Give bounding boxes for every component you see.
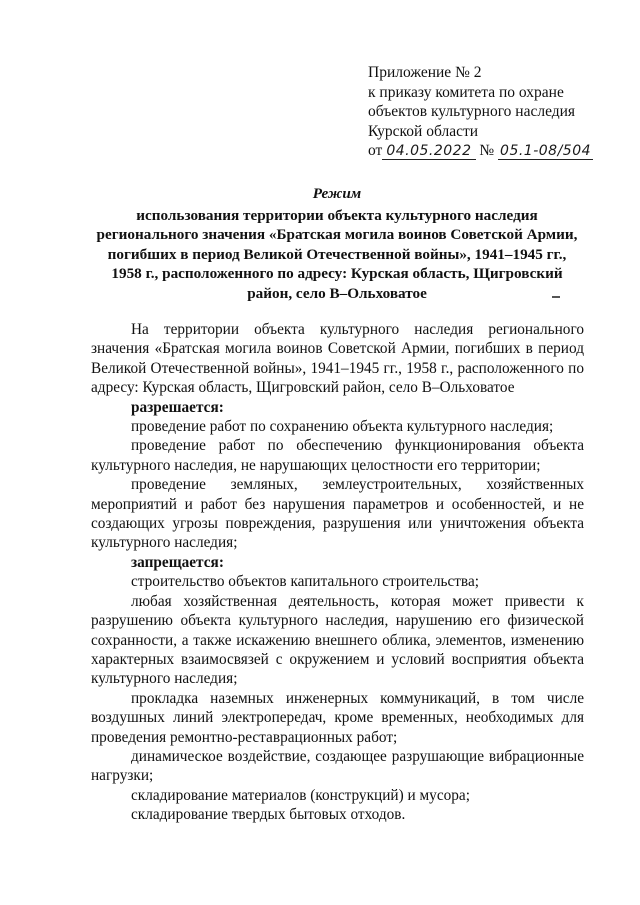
order-date: 04.05.2022 [382,143,475,160]
prohibited-item: складирование материалов (конструкций) и мусора; [131,786,470,804]
document-title: Режим [312,185,362,202]
attachment-block [368,63,593,161]
document-heading [92,184,582,303]
document-body [91,320,584,825]
order-number: 05.1-08/504 [500,143,592,159]
allowed-item: проведение работ по обеспечению функционирования объекта культурного наследия, не нарушающих целостности его территории; [91,437,584,474]
intro-paragraph: На территории объекта культурного наследия регионального значения «Братская могила воинов Советской Армии, погибших в период Великой Отечественной войны», 1941–1945 гг., 1958 г., расположенного по адресу: Курская область, Щигровский район, село В–Ольховатое [91,321,584,397]
prohibited-item: строительство объектов капитального строительства; [131,573,479,591]
date-prefix: от [368,142,383,159]
attachment-order-line: к приказу комитета по охране [368,83,564,101]
prohibited-item: прокладка наземных инженерных коммуникаций, в том числе воздушных линий электропередач, кроме временных, необходимых для проведения ремонтно-реставрационных работ; [91,689,584,746]
allowed-item: проведение земляных, землеустроительных, хозяйственных мероприятий и работ без нарушения параметров и особенностей, и не создающих угрозы повреждения, разрушения или уничтожения объекта культурного наследия; [91,476,584,552]
scan-mark [552,296,560,298]
attachment-title: Приложение № 2 [368,64,482,81]
attachment-date-line [368,141,593,161]
attachment-committee-line: объектов культурного наследия [368,103,576,120]
prohibited-item: динамическое воздействие, создающее разрушающие вибрационные нагрузки; [91,747,584,785]
number-sign: № [479,142,495,159]
prohibited-label: запрещается: [131,553,224,571]
allowed-label: разрешается: [131,398,224,416]
prohibited-item: складирование твердых бытовых отходов. [131,806,406,824]
prohibited-item: любая хозяйственная деятельность, которая может привести к разрушению объекта культурного наследия, нарушению его физической сохранности, а также искажению внешнего облика, элементов, изменению характерных взаимосвязей с окружением и условий восприятия объекта культурного наследия; [91,592,584,688]
allowed-item: проведение работ по сохранению объекта культурного наследия; [131,418,554,436]
document-subtitle: использования территории объекта культурного наследия регионального значения «Братская могила воинов Советской Армии, погибших в период Великой Отечественной войны», 1941–1945 гг., 1958 г., расположенного по адресу: Курская область, Щигровский район, село В–Ольховатое [96,206,578,302]
attachment-region-line: Курской области [368,122,479,140]
